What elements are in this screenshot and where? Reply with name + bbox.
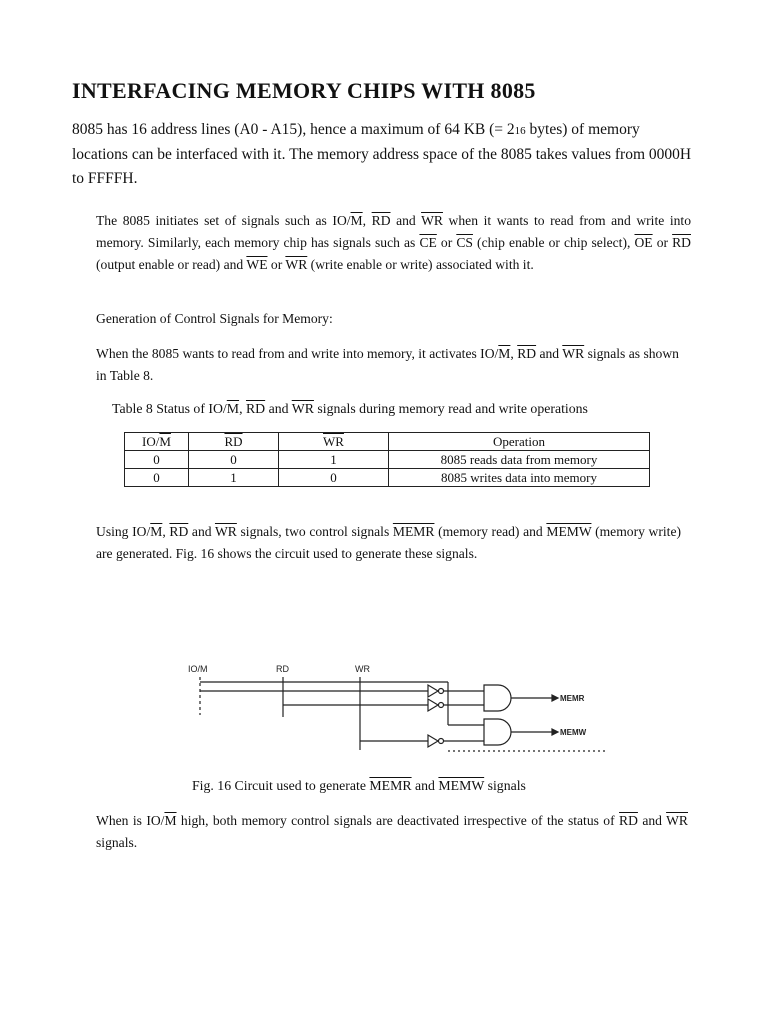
- table-cell: 1: [279, 451, 389, 469]
- section-heading: Generation of Control Signals for Memory:: [96, 311, 333, 326]
- inverter-rd: [428, 685, 438, 697]
- col-header-iom: $IO/\overline{M}$: [125, 433, 189, 451]
- col-header-wr: $\overline{WR}$: [279, 433, 389, 451]
- and-gate-memw: [484, 719, 511, 745]
- col-header-rd: $\overline{RD}$: [189, 433, 279, 451]
- inverter-wr: [428, 735, 438, 747]
- label-memr: MEMR: [560, 694, 585, 703]
- figure-caption: Fig. 16 Circuit used to generate MEMR and MEMW signals: [192, 778, 526, 793]
- label-iom: IO/M: [188, 664, 208, 674]
- generation-paragraph: Using $IO/\overline{M}$, $\overline{RD}$ and $\overline{WR}$ signals, two control signals MEMR (memory read) and MEMW (memory write) are generated. Fig. 16 shows the circuit used to generate these signals.: [96, 524, 682, 561]
- table-cell: 0: [125, 451, 189, 469]
- label-memw: MEMW: [560, 728, 587, 737]
- table-header-row: [125, 433, 650, 451]
- inverter-iom: [428, 699, 438, 711]
- intro-paragraph: 8085 has 16 address lines (A0 - A15), hence a maximum of 64 KB (= 216 bytes) of memory locations can be interfaced with it. The memory address space of the 8085 takes values from 0000H to FFFFH.: [72, 121, 692, 187]
- table-cell: 8085 writes data into memory: [389, 469, 650, 487]
- table-cell: 0: [125, 469, 189, 487]
- table-row: [125, 469, 650, 487]
- activation-paragraph: When the 8085 wants to read from and write into memory, it activates $IO/\overline{M}$, $\overline{RD}$ and $\overline{WR}$ signals as shown in Table 8.: [96, 346, 679, 383]
- and-gate-memr: [484, 685, 511, 711]
- table-cell: 0: [279, 469, 389, 487]
- circuit-diagram: [188, 655, 618, 765]
- signals-paragraph: The 8085 initiates set of signals such as $IO/\overline{M}$, $\overline{RD}$ and $\overline{WR}$ when it wants to read from and write into memory. Similarly, each memory chip has signals such as $\overline{CE}$ or $\overline{CS}$ (chip enable or chip select), $\overline{OE}$ or $\overline{RD}$ (output enable or read) and $\overline{WE}$ or $\overline{WR}$ (write enable or write) associated with it.: [96, 213, 691, 272]
- table-cell: 1: [189, 469, 279, 487]
- label-rd: RD: [276, 664, 289, 674]
- col-header-operation: Operation: [389, 433, 650, 451]
- control-signal-table: [124, 432, 650, 487]
- table-cell: 0: [189, 451, 279, 469]
- deactivation-paragraph: When is $IO/\overline{M}$ high, both memory control signals are deactivated irrespective of the status of $\overline{RD}$ and $\overline{WR}$ signals.: [96, 813, 688, 850]
- exponent: 16: [514, 125, 526, 137]
- table-row: [125, 451, 650, 469]
- label-wr: WR: [355, 664, 370, 674]
- table-caption: Table 8 Status of $IO/\overline{M}$, $\overline{RD}$ and $\overline{WR}$ signals during memory read and write operations: [112, 401, 588, 416]
- page-title: INTERFACING MEMORY CHIPS WITH 8085: [72, 78, 536, 103]
- table-cell: 8085 reads data from memory: [389, 451, 650, 469]
